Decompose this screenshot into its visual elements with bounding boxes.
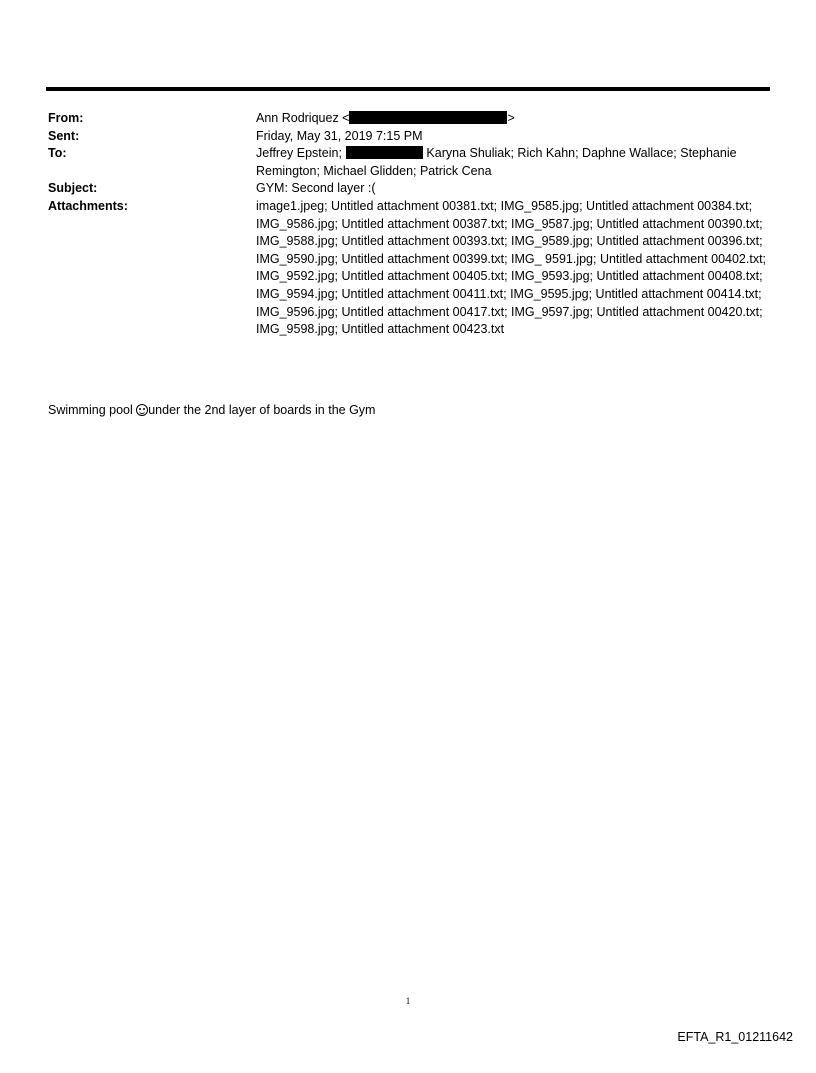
subject-label: Subject:	[48, 181, 98, 196]
from-email-close: >	[507, 111, 515, 125]
to-label: To:	[48, 146, 67, 161]
page-number: 1	[405, 996, 411, 1006]
from-row	[48, 110, 770, 128]
body-text-start: Swimming pool	[48, 403, 137, 417]
sent-value: Friday, May 31, 2019 7:15 PM	[256, 128, 423, 143]
from-label: From:	[48, 111, 84, 125]
to-recipients-rest: Karyna Shuliak; Rich Kahn; Daphne Wallace; Stephanie Remington; Michael Glidden; Patrick Cena	[256, 146, 737, 178]
subject-row	[48, 180, 770, 198]
email-header	[48, 110, 770, 339]
body-text-end: under the 2nd layer of boards in the Gym	[148, 403, 376, 417]
email-body	[48, 402, 375, 419]
from-value	[256, 110, 770, 128]
bates-number: EFTA_R1_01211642	[677, 1030, 793, 1044]
from-sender-name: Ann Rodriquez <	[256, 111, 350, 125]
to-value	[256, 145, 770, 180]
redaction-block	[346, 146, 423, 159]
sent-label: Sent:	[48, 128, 80, 143]
to-row	[48, 145, 770, 180]
subject-value: GYM: Second layer :(	[256, 181, 376, 196]
attachments-row	[48, 198, 770, 339]
attachments-label: Attachments:	[48, 198, 128, 213]
to-recipient-first: Jeffrey Epstein;	[256, 146, 342, 161]
attachments-value: image1.jpeg; Untitled attachment 00381.txt; IMG_9585.jpg; Untitled attachment 00384.txt; IMG_9586.jpg; Untitled attachment 00387.txt; IMG_9587.jpg; Untitled attachment 00390.txt; IMG_9588.jpg; Untitled attachment 00393.txt; IMG_9589.jpg; Untitled attachment 00396.txt; IMG_9590.jpg; Untitled attachment 00399.txt; IMG_ 9591.jpg; Untitled attachment 00402.txt; IMG_9592.jpg; Untitled attachment 00405.txt; IMG_9593.jpg; Untitled attachment 00408.txt; IMG_9594.jpg; Untitled attachment 00411.txt; IMG_9595.jpg; Untitled attachment 00414.txt; IMG_9596.jpg; Untitled attachment 00417.txt; IMG_9597.jpg; Untitled attachment 00420.txt; IMG_9598.jpg; Untitled attachment 00423.txt	[256, 198, 767, 337]
header-divider-rule	[46, 87, 770, 91]
sent-row	[48, 128, 770, 146]
smiling-face-icon	[136, 404, 148, 416]
redaction-block	[349, 111, 507, 124]
